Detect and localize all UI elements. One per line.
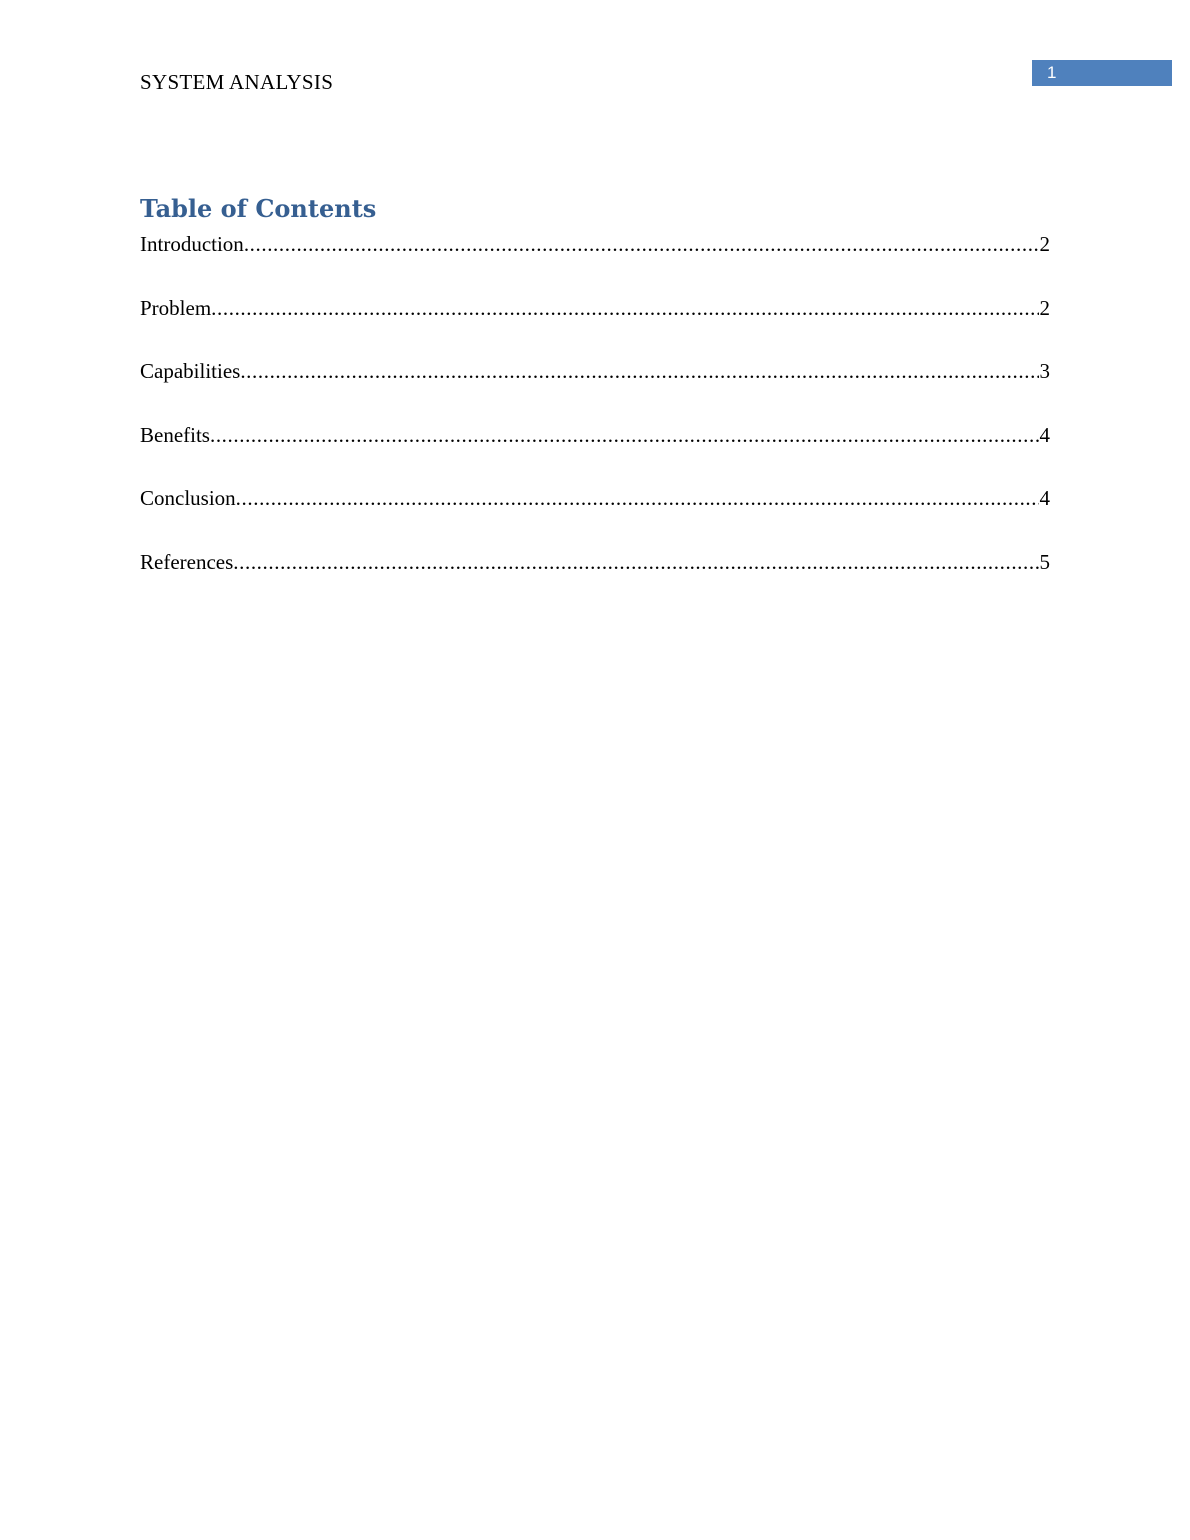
toc-dot-leader (211, 296, 1038, 320)
toc-dot-leader (233, 550, 1038, 574)
running-head-title: SYSTEM ANALYSIS (140, 70, 334, 94)
toc-list (140, 232, 1050, 574)
toc-heading: Table of Contents (140, 194, 377, 223)
toc-entry-title: Problem (140, 295, 212, 320)
toc-entry-page: 2 (1039, 232, 1050, 256)
toc-entry-page: 2 (1039, 295, 1050, 320)
toc-entry-benefits[interactable] (140, 423, 1050, 447)
toc-dot-leader (236, 486, 1039, 510)
toc-entry-introduction[interactable] (140, 232, 1050, 256)
toc-entry-page: 4 (1039, 422, 1050, 447)
toc-entry-title: Introduction (140, 232, 244, 256)
toc-entry-page: 3 (1039, 359, 1050, 384)
toc-entry-conclusion[interactable] (140, 486, 1050, 510)
toc-entry-page: 5 (1039, 549, 1050, 574)
toc-entry-references[interactable] (140, 550, 1050, 574)
toc-entry-page: 4 (1039, 486, 1050, 511)
toc-entry-title: References (140, 549, 234, 574)
page-number-badge (1032, 60, 1172, 86)
toc-dot-leader (210, 423, 1039, 447)
toc-dot-leader (244, 232, 1039, 256)
toc-entry-problem[interactable] (140, 296, 1050, 320)
toc-dot-leader (240, 359, 1038, 383)
toc-entry-title: Benefits (140, 422, 210, 447)
page-number: 1 (1047, 63, 1057, 82)
toc-entry-title: Conclusion (140, 486, 236, 511)
toc-entry-title: Capabilities (140, 359, 241, 384)
table-of-contents (140, 192, 1050, 614)
toc-entry-capabilities[interactable] (140, 359, 1050, 383)
